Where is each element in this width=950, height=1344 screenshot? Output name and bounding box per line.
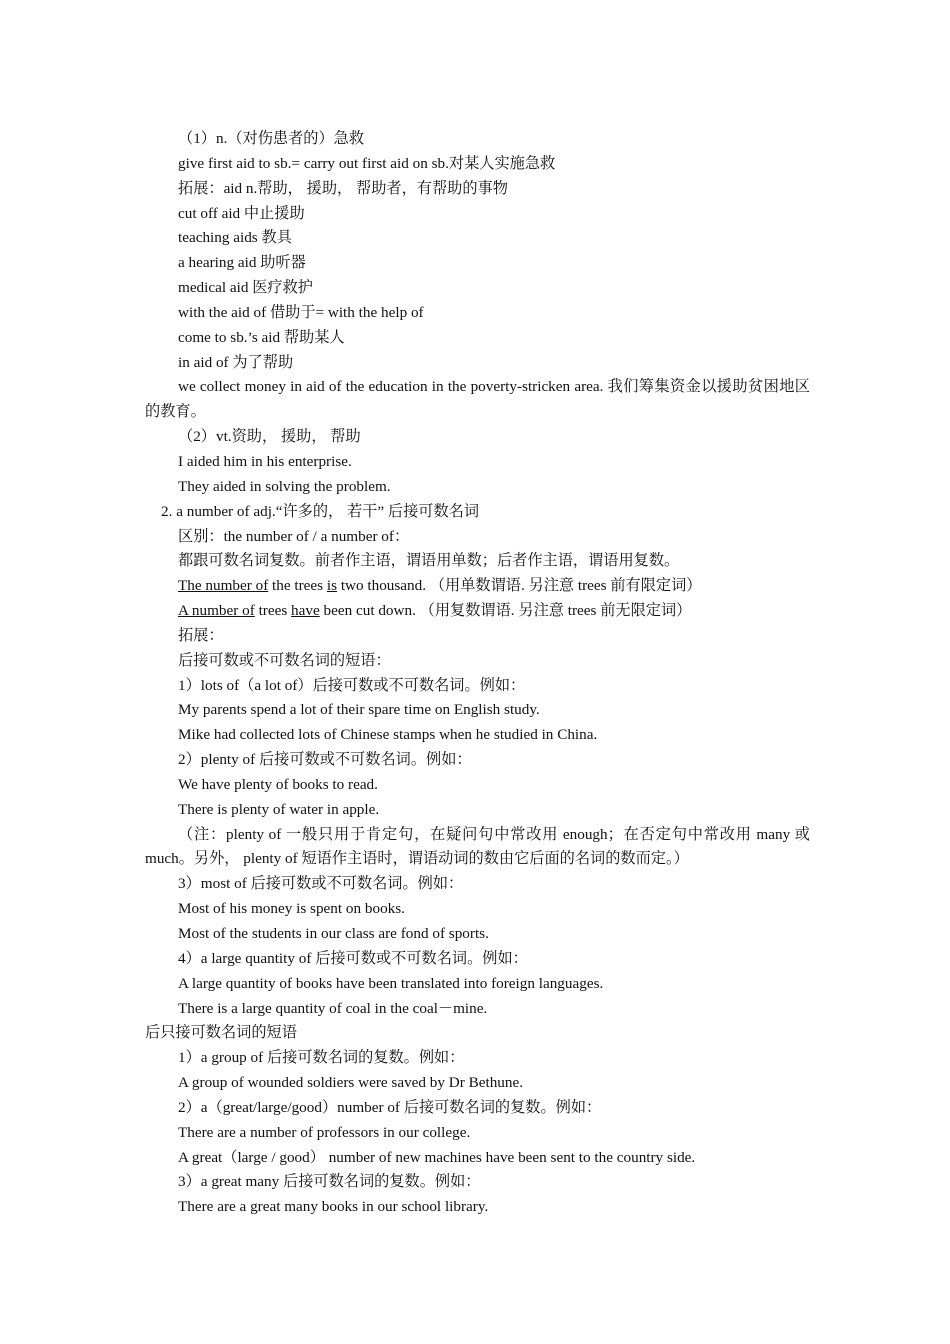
underlined-verb: is [326,577,338,595]
text-line: medical aid 医疗救护 [178,279,313,297]
sentence-part: trees [254,602,292,620]
text-line: There is a large quantity of coal in the coal－mine. [178,999,488,1017]
text-line: give first aid to sb.= carry out first aid on sb.对某人实施急救 [178,154,556,172]
sentence-part: the trees [268,577,327,595]
text-line: 后接可数或不可数名词的短语： [178,651,391,669]
text-line: 2）plenty of 后接可数或不可数名词。例如： [178,751,472,769]
text-line: 3）a great many 后接可数名词的复数。例如： [178,1173,481,1191]
text-line: 1）a group of 后接可数名词的复数。例如： [178,1049,465,1067]
text-line: I aided him in his enterprise. [178,452,352,470]
section-heading: 后只接可数名词的短语 [145,1024,297,1042]
text-line: （1）n.（对伤患者的）急救 [178,130,365,147]
text-line: （2）vt.资助， 援助， 帮助 [178,428,361,446]
text-paragraph: we collect money in aid of the education in the poverty-stricken area. 我们筹集资金以援助贫困地区的教育。 [145,378,810,421]
text-line: There is plenty of water in apple. [178,800,380,818]
text-line: My parents spend a lot of their spare time on English study. [178,701,540,719]
underlined-verb: have [291,602,320,620]
text-paragraph: （注：plenty of 一般只用于肯定句，在疑问句中常改用 enough；在否定句中常改用 many 或 much。另外， plenty of 短语作主语时，谓语动词的数由它后面的名词的数而定。） [145,825,810,868]
text-line: A large quantity of books have been translated into foreign languages. [178,974,604,992]
text-line: Most of his money is spent on books. [178,900,405,918]
sentence-part: been cut down. （用复数谓语. 另注意 trees 前无限定词） [319,602,692,620]
text-line: in aid of 为了帮助 [178,353,294,371]
text-line: 3）most of 后接可数或不可数名词。例如： [178,875,464,893]
text-line: A group of wounded soldiers were saved by Dr Bethune. [178,1074,524,1092]
text-line: A great（large / good） number of new machines have been sent to the country side. [178,1148,696,1166]
underlined-phrase: The number of [178,577,269,595]
text-line: come to sb.’s aid 帮助某人 [178,328,345,346]
document-body [145,127,810,1220]
text-line: There are a great many books in our school library. [178,1198,489,1216]
text-line: 拓展：aid n.帮助， 援助， 帮助者，有帮助的事物 [178,179,508,197]
text-line: Most of the students in our class are fond of sports. [178,925,489,942]
text-line: 区别：the number of / a number of： [178,527,410,545]
text-line: They aided in solving the problem. [178,477,391,495]
text-line: 2）a（great/large/good）number of 后接可数名词的复数。例如： [178,1098,602,1116]
text-line: 拓展： [178,626,224,644]
text-line: with the aid of 借助于= with the help of [178,303,424,321]
example-sentence [145,574,810,599]
example-sentence [145,599,810,624]
text-line: teaching aids 教具 [178,229,292,247]
underlined-phrase: A number of [178,602,255,620]
text-line: a hearing aid 助听器 [178,254,306,272]
text-line: 4）a large quantity of 后接可数或不可数名词。例如： [178,949,528,967]
numbered-heading: 2. a number of adj.“许多的， 若干” 后接可数名词 [161,502,480,520]
text-line: We have plenty of books to read. [178,775,378,793]
sentence-part: two thousand. （用单数谓语. 另注意 trees 前有限定词） [337,577,702,595]
text-line: 1）lots of（a lot of）后接可数或不可数名词。例如： [178,676,526,694]
text-line: cut off aid 中止援助 [178,204,305,222]
text-line: Mike had collected lots of Chinese stamps when he studied in China. [178,726,598,744]
text-line: There are a number of professors in our college. [178,1123,471,1141]
text-line: 都跟可数名词复数。前者作主语，谓语用单数；后者作主语，谓语用复数。 [178,552,680,570]
